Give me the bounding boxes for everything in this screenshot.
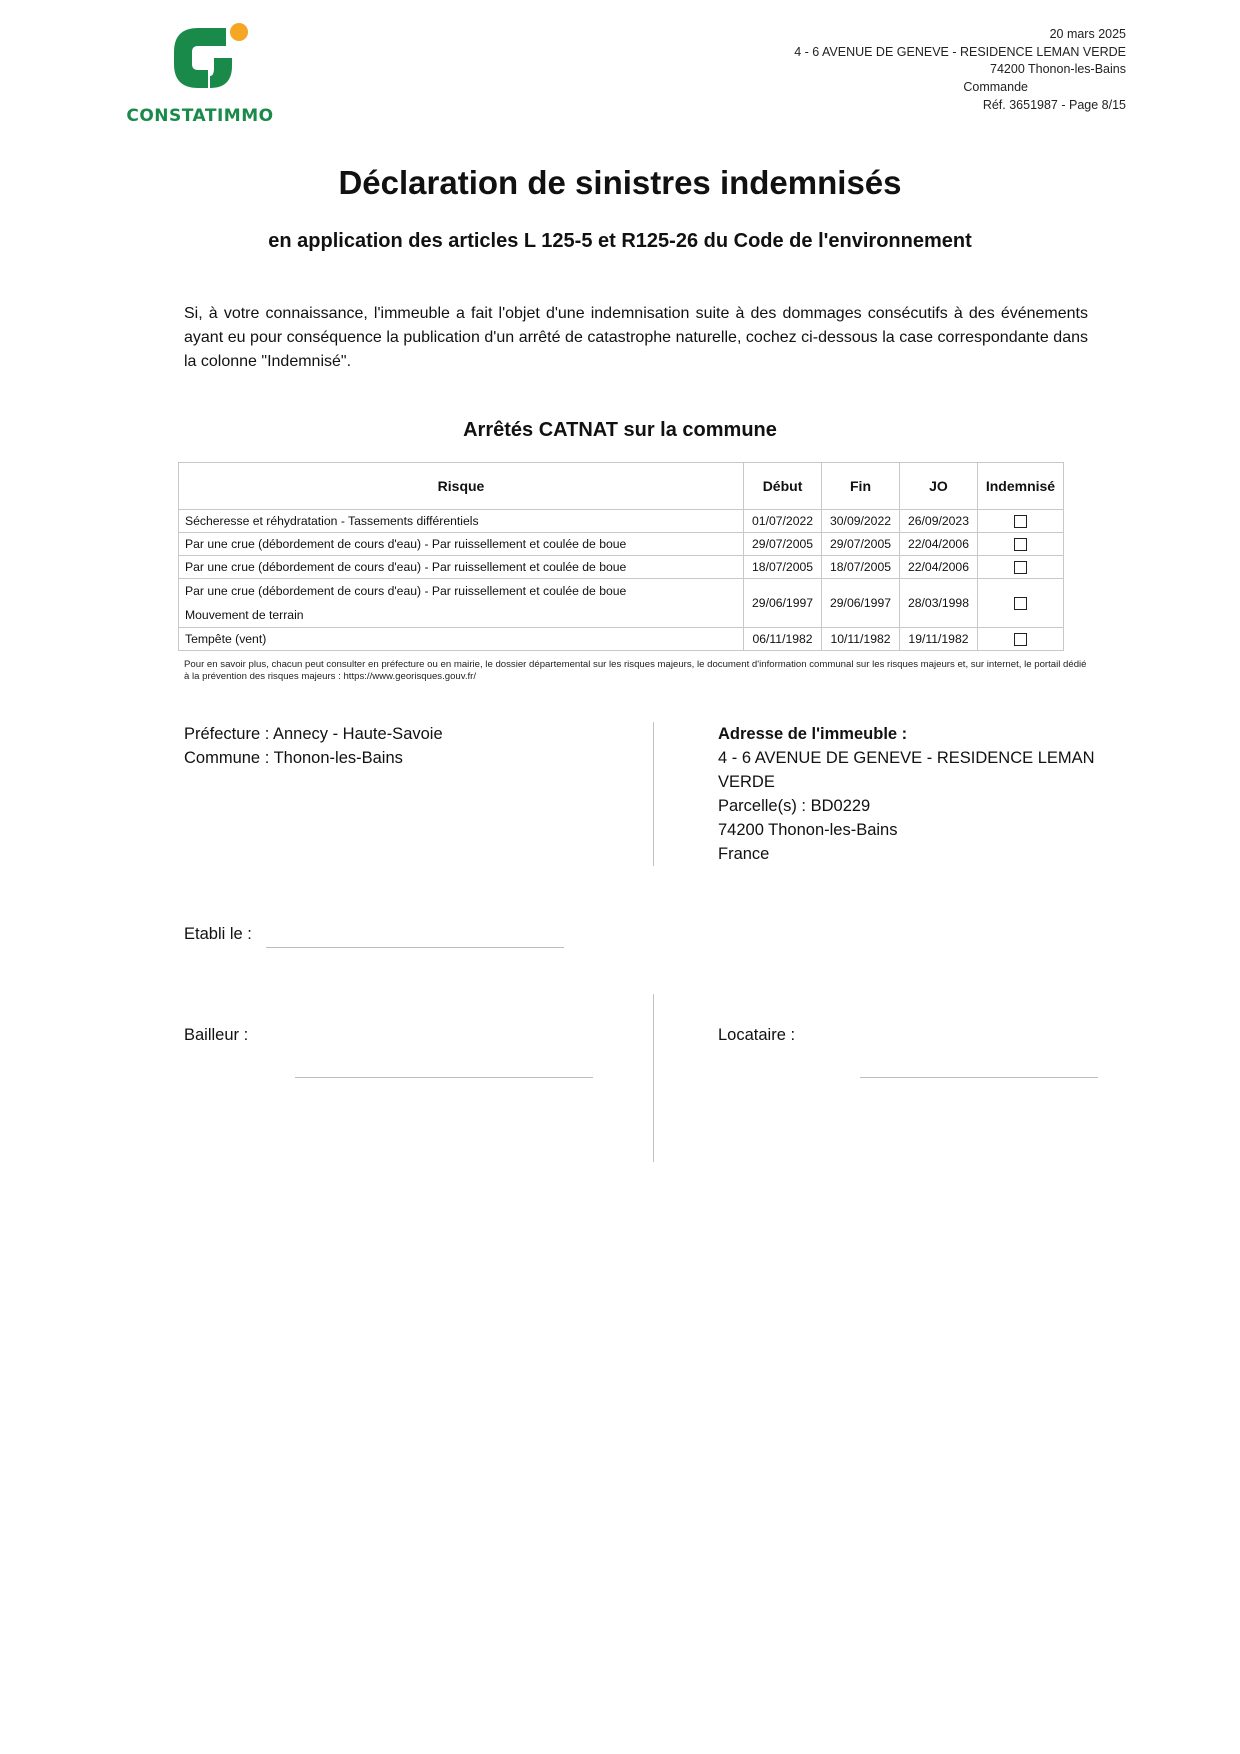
landlord-label: Bailleur : bbox=[184, 1026, 249, 1044]
address-street: 4 - 6 AVENUE DE GENEVE - RESIDENCE LEMAN VERDE bbox=[718, 749, 1095, 791]
table-row bbox=[179, 556, 1064, 579]
risk-cell: Tempête (vent) bbox=[179, 628, 744, 651]
tenant-label: Locataire : bbox=[718, 1026, 796, 1044]
established-label: Etabli le : bbox=[184, 925, 252, 943]
header-address-line2: 74200 Thonon-les-Bains bbox=[990, 62, 1126, 77]
address-country: France bbox=[718, 845, 770, 863]
table-row bbox=[179, 628, 1064, 651]
indemnified-checkbox[interactable] bbox=[1014, 633, 1027, 646]
risk-cell: Sécheresse et réhydratation - Tassements différentiels bbox=[179, 510, 744, 533]
intro-paragraph: Si, à votre connaissance, l'immeuble a fait l'objet d'une indemnisation suite à des dommages consécutifs à des événements ayant eu pour conséquence la publication d'un arrêté de catastrophe naturelle, cochez ci-dessous la case correspondante dans la colonne "Indemnisé". bbox=[184, 305, 1088, 370]
end-date-cell: 18/07/2005 bbox=[822, 556, 900, 579]
page-subtitle: en application des articles L 125-5 et R125-26 du Code de l'environnement bbox=[268, 230, 972, 252]
indemnified-checkbox[interactable] bbox=[1014, 597, 1027, 610]
logo-wordmark: CONSTATIMMO bbox=[126, 106, 274, 126]
logo-mark-icon bbox=[164, 18, 254, 98]
header-date: 20 mars 2025 bbox=[1049, 27, 1126, 41]
header-order: Commande bbox=[963, 80, 1028, 95]
column-header-end: Fin bbox=[822, 463, 900, 510]
column-header-start: Début bbox=[744, 463, 822, 510]
established-date-line[interactable] bbox=[266, 947, 564, 948]
jo-date-cell: 26/09/2023 bbox=[899, 510, 977, 533]
start-date-cell: 06/11/1982 bbox=[744, 628, 822, 651]
jo-date-cell: 28/03/1998 bbox=[899, 579, 977, 628]
column-header-indemnified: Indemnisé bbox=[977, 463, 1063, 510]
landlord-signature-line[interactable] bbox=[295, 1077, 593, 1078]
address-city: 74200 Thonon-les-Bains bbox=[718, 821, 898, 839]
indemnified-cell bbox=[977, 628, 1063, 651]
constatimmo-logo bbox=[118, 18, 288, 128]
indemnified-cell bbox=[977, 533, 1063, 556]
tenant-signature-line[interactable] bbox=[860, 1077, 1098, 1078]
table-row bbox=[179, 533, 1064, 556]
end-date-cell: 29/06/1997 bbox=[822, 579, 900, 628]
risk-cell bbox=[179, 579, 744, 628]
start-date-cell: 29/07/2005 bbox=[744, 533, 822, 556]
column-header-risk: Risque bbox=[179, 463, 744, 510]
prefecture-text: Préfecture : Annecy - Haute-Savoie bbox=[184, 725, 443, 743]
indemnified-checkbox[interactable] bbox=[1014, 538, 1027, 551]
catnat-footnote: Pour en savoir plus, chacun peut consulter en préfecture ou en mairie, le dossier départemental sur les risques majeurs, le document d'information communal sur les risques majeurs et, sur internet, le portail dédié à la prévention des risques majeurs : https://www.georisques.gouv.fr/ bbox=[184, 659, 1087, 682]
jo-date-cell: 22/04/2006 bbox=[899, 533, 977, 556]
start-date-cell: 29/06/1997 bbox=[744, 579, 822, 628]
address-label: Adresse de l'immeuble : bbox=[718, 725, 908, 743]
catnat-table bbox=[178, 462, 1064, 651]
indemnified-checkbox[interactable] bbox=[1014, 515, 1027, 528]
property-address-block bbox=[718, 722, 1118, 866]
start-date-cell: 18/07/2005 bbox=[744, 556, 822, 579]
end-date-cell: 30/09/2022 bbox=[822, 510, 900, 533]
indemnified-cell bbox=[977, 579, 1063, 628]
risk-line: Mouvement de terrain bbox=[185, 608, 304, 622]
page-title: Déclaration de sinistres indemnisés bbox=[338, 164, 902, 201]
location-block bbox=[184, 722, 443, 770]
indemnified-checkbox[interactable] bbox=[1014, 561, 1027, 574]
risk-cell: Par une crue (débordement de cours d'eau) - Par ruissellement et coulée de boue bbox=[179, 556, 744, 579]
start-date-cell: 01/07/2022 bbox=[744, 510, 822, 533]
indemnified-cell bbox=[977, 556, 1063, 579]
catnat-title: Arrêtés CATNAT sur la commune bbox=[463, 419, 777, 441]
jo-date-cell: 19/11/1982 bbox=[899, 628, 977, 651]
table-header-row bbox=[179, 463, 1064, 510]
end-date-cell: 10/11/1982 bbox=[822, 628, 900, 651]
signature-divider bbox=[653, 994, 654, 1162]
header-info bbox=[706, 26, 1126, 115]
address-parcels: Parcelle(s) : BD0229 bbox=[718, 797, 871, 815]
jo-date-cell: 22/04/2006 bbox=[899, 556, 977, 579]
commune-text: Commune : Thonon-les-Bains bbox=[184, 749, 403, 767]
table-row bbox=[179, 510, 1064, 533]
header-address-line1: 4 - 6 AVENUE DE GENEVE - RESIDENCE LEMAN VERDE bbox=[794, 44, 1126, 59]
table-row bbox=[179, 579, 1064, 628]
risk-line: Par une crue (débordement de cours d'eau) - Par ruissellement et coulée de boue bbox=[185, 584, 627, 598]
indemnified-cell bbox=[977, 510, 1063, 533]
risk-cell: Par une crue (débordement de cours d'eau) - Par ruissellement et coulée de boue bbox=[179, 533, 744, 556]
column-divider bbox=[653, 722, 654, 866]
column-header-jo: JO bbox=[899, 463, 977, 510]
header-reference: Réf. 3651987 - Page 8/15 bbox=[982, 97, 1126, 112]
end-date-cell: 29/07/2005 bbox=[822, 533, 900, 556]
